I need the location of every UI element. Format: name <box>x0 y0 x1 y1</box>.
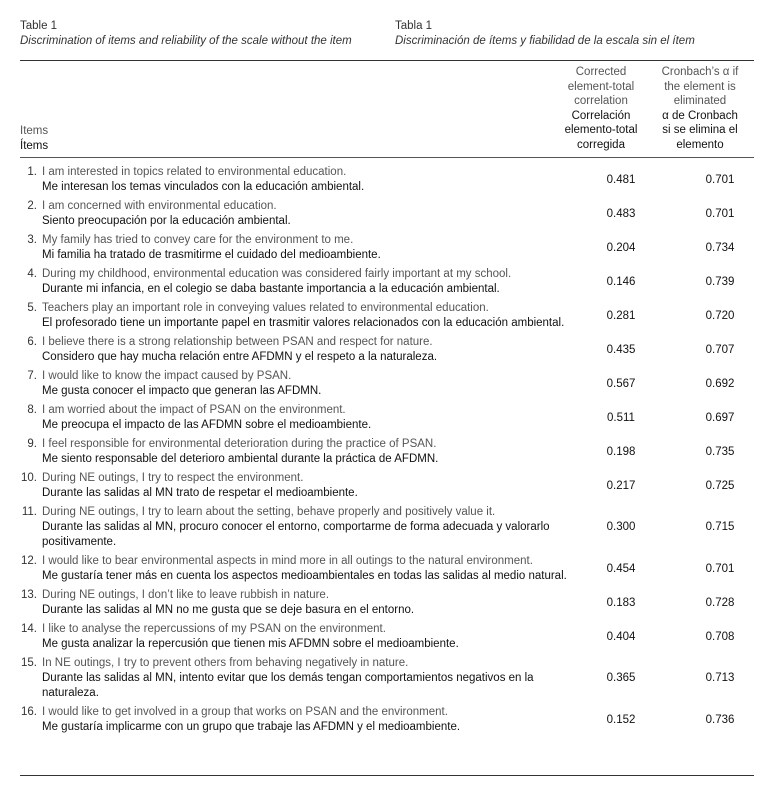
corrected-correlation-value: 0.365 <box>606 672 636 684</box>
header-alpha-en-2: the element is <box>664 80 736 93</box>
table-header-rule <box>20 157 754 158</box>
header-items <box>20 124 48 153</box>
header-alpha-en-3: eliminated <box>673 95 727 107</box>
row-number: 12. <box>21 555 37 567</box>
header-alpha-es-3: elemento <box>676 138 724 151</box>
item-text-en: Teachers play an important role in conveying values related to environmental education. <box>42 302 489 314</box>
row-number: 9. <box>27 438 37 450</box>
item-text-es: El profesorado tiene un importante papel en trasmitir valores relacionados con la educación ambiental. <box>42 317 565 329</box>
caption-label-es: Tabla 1 <box>395 20 433 32</box>
item-text-en: I would like to know the impact caused by PSAN. <box>42 370 292 382</box>
cronbach-alpha-value: 0.720 <box>705 309 735 322</box>
cronbach-alpha-value: 0.692 <box>705 377 735 390</box>
item-text-en: I believe there is a strong relationship between PSAN and respect for nature. <box>42 336 433 348</box>
row-number: 1. <box>27 166 37 178</box>
item-text-en: I am interested in topics related to environmental education. <box>42 166 347 178</box>
row-number: 6. <box>27 336 37 348</box>
corrected-correlation-value: 0.481 <box>606 173 636 186</box>
item-text-en: I like to analyse the repercussions of my PSAN on the environment. <box>42 623 386 635</box>
table-top-rule <box>20 60 754 61</box>
table-row <box>20 403 754 433</box>
item-text-en: During NE outings, I don’t like to leave rubbish in nature. <box>42 589 330 601</box>
cronbach-alpha-value: 0.713 <box>705 672 735 684</box>
header-alpha-en-1: Cronbach’s α if <box>661 66 739 78</box>
item-text-en: In NE outings, I try to prevent others from behaving negatively in nature. <box>42 657 409 669</box>
table-row <box>20 233 754 263</box>
cronbach-alpha-value: 0.736 <box>705 713 735 726</box>
header-corr-en-1: Corrected <box>575 66 627 78</box>
table-row <box>20 301 754 331</box>
table-row <box>20 437 754 467</box>
table-bottom-rule <box>20 775 754 776</box>
table-row <box>20 622 754 652</box>
cronbach-alpha-value: 0.734 <box>705 241 735 254</box>
table-row <box>20 335 754 365</box>
item-text-es: Me gusta conocer el impacto que generan las AFDMN. <box>42 385 322 397</box>
cronbach-alpha-value: 0.728 <box>705 596 735 609</box>
row-number: 15. <box>21 657 37 669</box>
corrected-correlation-value: 0.152 <box>606 713 636 726</box>
corrected-correlation-value: 0.454 <box>606 562 636 575</box>
cronbach-alpha-value: 0.701 <box>705 562 735 575</box>
corrected-correlation-value: 0.483 <box>606 207 636 220</box>
cronbach-alpha-value: 0.701 <box>705 173 735 186</box>
table-row <box>20 267 754 297</box>
table-row <box>20 705 754 735</box>
table-row <box>20 588 754 618</box>
cronbach-alpha-value: 0.697 <box>705 411 735 424</box>
item-text-en: I am worried about the impact of PSAN on the environment. <box>42 404 346 416</box>
item-text-en: My family has tried to convey care for the environment to me. <box>42 234 354 246</box>
cronbach-alpha-value: 0.735 <box>705 445 735 458</box>
item-text-es: Me preocupa el impacto de las AFDMN sobre el medioambiente. <box>42 419 372 431</box>
corrected-correlation-value: 0.281 <box>606 309 636 322</box>
header-corr-es-1: Correlación <box>571 109 631 122</box>
item-text-es: Considero que hay mucha relación entre AFDMN y el respeto a la naturaleza. <box>42 351 438 363</box>
item-text-en: I feel responsible for environmental deterioration during the practice of PSAN. <box>42 438 437 450</box>
table-row <box>20 165 754 195</box>
item-text-es: Durante las salidas al MN no me gusta que se deje basura en el entorno. <box>42 604 415 616</box>
row-number: 8. <box>27 404 37 416</box>
caption-english <box>20 19 352 49</box>
item-text-en: During my childhood, environmental education was considered fairly important at my school. <box>42 268 512 280</box>
header-items-en: Items <box>20 125 49 137</box>
table-row <box>20 554 754 584</box>
caption-title-es: Discriminación de ítems y fiabilidad de la escala sin el ítem <box>395 35 695 47</box>
header-corr-en-2: element-total <box>567 80 635 93</box>
corrected-correlation-value: 0.217 <box>606 479 636 492</box>
row-number: 3. <box>27 234 37 246</box>
corrected-correlation-value: 0.204 <box>606 241 636 254</box>
cronbach-alpha-value: 0.707 <box>705 343 735 356</box>
item-text-es: Durante las salidas al MN trato de respetar el medioambiente. <box>42 487 358 499</box>
header-corrected-correlation <box>556 65 646 152</box>
row-number: 10. <box>21 472 37 484</box>
corrected-correlation-value: 0.300 <box>606 521 636 533</box>
row-number: 11. <box>21 506 37 518</box>
cronbach-alpha-value: 0.708 <box>705 630 735 643</box>
header-alpha-es-1: α de Cronbach <box>662 109 738 122</box>
caption-title-en: Discrimination of items and reliability of the scale without the item <box>20 35 352 47</box>
corrected-correlation-value: 0.146 <box>606 275 636 288</box>
table-row <box>20 199 754 229</box>
item-text-es: Me gusta analizar la repercusión que tienen mis AFDMN sobre el medioambiente. <box>42 638 459 650</box>
corrected-correlation-value: 0.567 <box>606 377 636 390</box>
item-text-en: I would like to bear environmental aspects in mind more in all outings to the natural environment. <box>42 555 533 567</box>
item-text-es: Durante las salidas al MN, procuro conocer el entorno, comportarme de forma adecuada y valorarlo positivamente. <box>42 521 550 548</box>
row-number: 4. <box>27 268 37 280</box>
item-text-es: Me interesan los temas vinculados con la educación ambiental. <box>42 181 365 193</box>
row-number: 2. <box>27 200 37 212</box>
item-text-es: Durante mi infancia, en el colegio se daba bastante importancia a la educación ambiental. <box>42 283 500 295</box>
row-number: 16. <box>21 706 37 718</box>
table-body <box>20 165 754 739</box>
item-text-en: During NE outings, I try to learn about the setting, behave properly and positively value it. <box>42 506 496 518</box>
item-text-es: Me siento responsable del deterioro ambiental durante la práctica de AFDMN. <box>42 453 439 465</box>
cronbach-alpha-value: 0.725 <box>705 479 735 492</box>
corrected-correlation-value: 0.183 <box>606 596 636 609</box>
table-row <box>20 656 754 701</box>
corrected-correlation-value: 0.511 <box>607 411 635 424</box>
item-text-es: Me gustaría implicarme con un grupo que trabaje las AFDMN y el medioambiente. <box>42 721 461 733</box>
caption-spanish <box>395 19 695 49</box>
item-text-en: I would like to get involved in a group that works on PSAN and the environment. <box>42 706 448 718</box>
header-items-es: Ítems <box>20 139 49 152</box>
cronbach-alpha-value: 0.739 <box>705 275 735 288</box>
header-cronbach-alpha <box>652 65 748 152</box>
row-number: 7. <box>27 370 37 382</box>
corrected-correlation-value: 0.435 <box>606 343 636 356</box>
row-number: 14. <box>21 623 37 635</box>
table-row <box>20 369 754 399</box>
cronbach-alpha-value: 0.701 <box>705 207 735 220</box>
header-alpha-es-2: si se elimina el <box>662 124 738 136</box>
cronbach-alpha-value: 0.715 <box>705 521 735 533</box>
table-row <box>20 471 754 501</box>
header-corr-es-2: elemento-total <box>564 124 638 136</box>
header-corr-es-3: corregida <box>577 138 625 151</box>
corrected-correlation-value: 0.404 <box>606 630 636 643</box>
item-text-es: Mi familia ha tratado de trasmitirme el cuidado del medioambiente. <box>42 249 381 261</box>
item-text-en: I am concerned with environmental education. <box>42 200 277 212</box>
row-number: 5. <box>27 302 37 314</box>
corrected-correlation-value: 0.198 <box>606 445 636 458</box>
row-number: 13. <box>21 589 37 601</box>
item-text-en: During NE outings, I try to respect the environment. <box>42 472 304 484</box>
table-row <box>20 505 754 550</box>
caption-label-en: Table 1 <box>20 20 58 32</box>
header-corr-en-3: correlation <box>574 95 628 107</box>
item-text-es: Siento preocupación por la educación ambiental. <box>42 215 291 227</box>
item-text-es: Durante las salidas al MN, intento evitar que los demás tengan comportamientos negativos en la naturaleza. <box>42 672 534 699</box>
item-text-es: Me gustaría tener más en cuenta los aspectos medioambientales en todas las salidas al medio natural. <box>42 570 567 582</box>
